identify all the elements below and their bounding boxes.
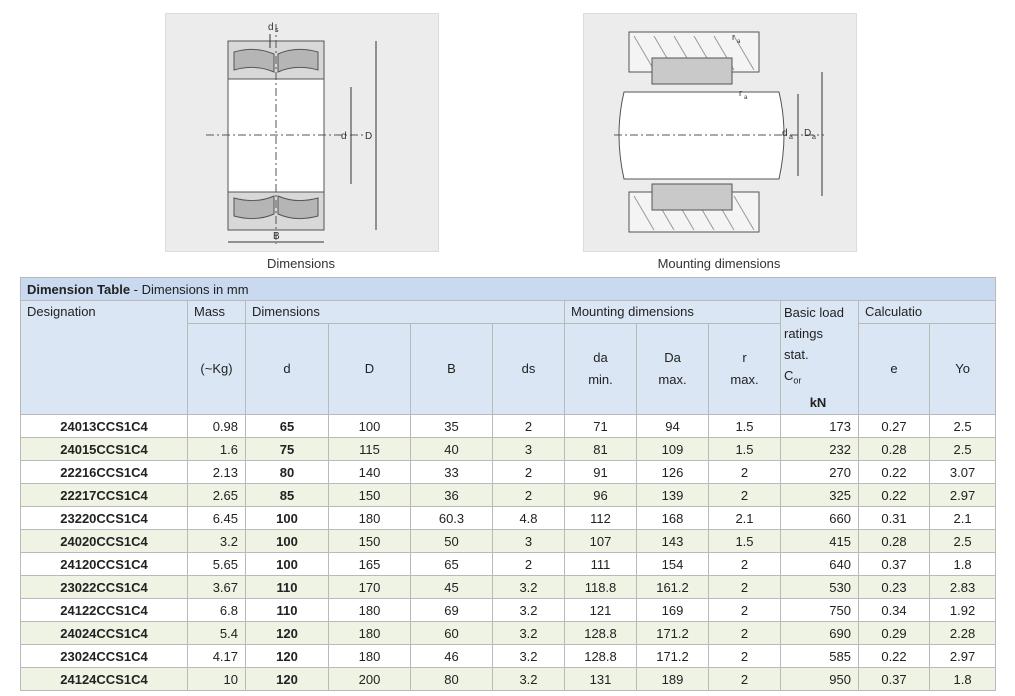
ra-subscript-top: a bbox=[737, 39, 741, 45]
cell-d: 100 bbox=[246, 530, 329, 553]
e-header: e bbox=[859, 324, 930, 415]
r-header-line-2: max. bbox=[730, 372, 759, 387]
cell-da-min: 111 bbox=[565, 553, 637, 576]
cell-e: 0.27 bbox=[859, 415, 930, 438]
cell-D: 180 bbox=[329, 507, 411, 530]
cell-da-min: 107 bbox=[565, 530, 637, 553]
cell-ds: 4.8 bbox=[493, 507, 565, 530]
calculation-header: Calculatio bbox=[859, 301, 996, 324]
cell-r-max: 2 bbox=[709, 484, 781, 507]
cell-da-min: 128.8 bbox=[565, 645, 637, 668]
cell-Yo: 1.8 bbox=[930, 553, 996, 576]
cell-ds: 2 bbox=[493, 415, 565, 438]
cell-designation: 23220CCS1C4 bbox=[21, 507, 188, 530]
table-row bbox=[21, 576, 996, 599]
cell-ds: 3 bbox=[493, 438, 565, 461]
basic-load-line-3: stat. bbox=[784, 347, 809, 362]
cell-mass: 2.13 bbox=[188, 461, 246, 484]
cell-designation: 22216CCS1C4 bbox=[21, 461, 188, 484]
mounting-dimensions-caption: Mounting dimensions bbox=[657, 256, 781, 271]
cell-Da-max: 139 bbox=[637, 484, 709, 507]
cell-e: 0.37 bbox=[859, 668, 930, 691]
cell-r-max: 2 bbox=[709, 461, 781, 484]
cell-d: 65 bbox=[246, 415, 329, 438]
cell-cor: 750 bbox=[781, 599, 859, 622]
ds-subscript: s bbox=[275, 27, 279, 34]
cell-d: 120 bbox=[246, 668, 329, 691]
B-header: B bbox=[411, 324, 493, 415]
cell-d: 100 bbox=[246, 553, 329, 576]
cell-ds: 3.2 bbox=[493, 599, 565, 622]
cell-mass: 3.2 bbox=[188, 530, 246, 553]
cell-D: 115 bbox=[329, 438, 411, 461]
cell-ds: 2 bbox=[493, 461, 565, 484]
table-row bbox=[21, 599, 996, 622]
cell-ds: 3.2 bbox=[493, 622, 565, 645]
cell-Da-max: 171.2 bbox=[637, 645, 709, 668]
table-row bbox=[21, 484, 996, 507]
cell-r-max: 2 bbox=[709, 599, 781, 622]
cell-Yo: 2.1 bbox=[930, 507, 996, 530]
cell-r-max: 2.1 bbox=[709, 507, 781, 530]
mass-header: Mass bbox=[188, 301, 246, 324]
basic-load-subscript: or bbox=[793, 375, 802, 386]
Da-header-line-1: Da bbox=[664, 350, 681, 365]
cell-Yo: 2.28 bbox=[930, 622, 996, 645]
cell-cor: 325 bbox=[781, 484, 859, 507]
cell-d: 120 bbox=[246, 622, 329, 645]
ds-label: d bbox=[268, 22, 274, 33]
cell-e: 0.22 bbox=[859, 484, 930, 507]
cell-Da-max: 169 bbox=[637, 599, 709, 622]
cell-D: 180 bbox=[329, 622, 411, 645]
cell-B: 60 bbox=[411, 622, 493, 645]
cell-Yo: 1.8 bbox=[930, 668, 996, 691]
cell-Da-max: 94 bbox=[637, 415, 709, 438]
table-body bbox=[21, 415, 996, 691]
dimensions-header: Dimensions bbox=[246, 301, 565, 324]
cell-ds: 3.2 bbox=[493, 668, 565, 691]
D-label: D bbox=[365, 131, 373, 142]
mounting-dimensions-figure bbox=[583, 13, 857, 252]
dimensions-caption: Dimensions bbox=[267, 256, 335, 271]
cell-e: 0.37 bbox=[859, 553, 930, 576]
cell-d: 75 bbox=[246, 438, 329, 461]
cell-d: 110 bbox=[246, 599, 329, 622]
cell-mass: 4.17 bbox=[188, 645, 246, 668]
cell-da-min: 112 bbox=[565, 507, 637, 530]
table-row bbox=[21, 461, 996, 484]
cell-designation: 24020CCS1C4 bbox=[21, 530, 188, 553]
cell-B: 40 bbox=[411, 438, 493, 461]
dimension-table bbox=[20, 277, 996, 691]
cell-Da-max: 143 bbox=[637, 530, 709, 553]
header-row-1 bbox=[21, 301, 996, 324]
cell-designation: 24015CCS1C4 bbox=[21, 438, 188, 461]
cell-e: 0.28 bbox=[859, 530, 930, 553]
cell-da-min: 128.8 bbox=[565, 622, 637, 645]
cell-designation: 24013CCS1C4 bbox=[21, 415, 188, 438]
cell-mass: 10 bbox=[188, 668, 246, 691]
cell-d: 100 bbox=[246, 507, 329, 530]
cell-B: 50 bbox=[411, 530, 493, 553]
cell-D: 150 bbox=[329, 484, 411, 507]
cell-e: 0.28 bbox=[859, 438, 930, 461]
ra-subscript-bottom: a bbox=[744, 95, 748, 101]
da-header-line-2: min. bbox=[588, 372, 613, 387]
cell-B: 69 bbox=[411, 599, 493, 622]
cell-cor: 173 bbox=[781, 415, 859, 438]
cell-da-min: 96 bbox=[565, 484, 637, 507]
cell-designation: 24122CCS1C4 bbox=[21, 599, 188, 622]
cell-mass: 5.4 bbox=[188, 622, 246, 645]
ra-label-top: r bbox=[732, 32, 735, 42]
basic-load-line-1: Basic load bbox=[784, 305, 844, 320]
table-title-row bbox=[21, 278, 996, 301]
mass-unit-header: (~Kg) bbox=[188, 324, 246, 415]
cell-d: 85 bbox=[246, 484, 329, 507]
cell-Da-max: 109 bbox=[637, 438, 709, 461]
cell-da-min: 91 bbox=[565, 461, 637, 484]
cell-e: 0.23 bbox=[859, 576, 930, 599]
Da-header-line-2: max. bbox=[658, 372, 687, 387]
cell-Yo: 3.07 bbox=[930, 461, 996, 484]
table-row bbox=[21, 668, 996, 691]
cell-ds: 3.2 bbox=[493, 576, 565, 599]
cell-D: 165 bbox=[329, 553, 411, 576]
table-row bbox=[21, 645, 996, 668]
table-row bbox=[21, 415, 996, 438]
Yo-header: Yo bbox=[930, 324, 996, 415]
cell-Yo: 2.5 bbox=[930, 415, 996, 438]
da-subscript: a bbox=[789, 134, 793, 141]
Da-subscript: a bbox=[812, 134, 816, 141]
table-row bbox=[21, 622, 996, 645]
cell-mass: 0.98 bbox=[188, 415, 246, 438]
cell-d: 120 bbox=[246, 645, 329, 668]
cell-r-max: 1.5 bbox=[709, 530, 781, 553]
table-row bbox=[21, 553, 996, 576]
cell-Da-max: 154 bbox=[637, 553, 709, 576]
cell-D: 100 bbox=[329, 415, 411, 438]
cell-e: 0.29 bbox=[859, 622, 930, 645]
d-label: d bbox=[341, 131, 347, 142]
cell-Da-max: 171.2 bbox=[637, 622, 709, 645]
cell-designation: 24120CCS1C4 bbox=[21, 553, 188, 576]
cell-da-min: 118.8 bbox=[565, 576, 637, 599]
cell-e: 0.22 bbox=[859, 461, 930, 484]
cell-Yo: 2.97 bbox=[930, 645, 996, 668]
cell-da-min: 131 bbox=[565, 668, 637, 691]
cell-Yo: 2.5 bbox=[930, 530, 996, 553]
D-header: D bbox=[329, 324, 411, 415]
cell-B: 65 bbox=[411, 553, 493, 576]
cell-designation: 24024CCS1C4 bbox=[21, 622, 188, 645]
ds-header: ds bbox=[493, 324, 565, 415]
cell-Da-max: 189 bbox=[637, 668, 709, 691]
cell-da-min: 71 bbox=[565, 415, 637, 438]
cell-r-max: 1.5 bbox=[709, 438, 781, 461]
cell-d: 80 bbox=[246, 461, 329, 484]
cell-ds: 2 bbox=[493, 553, 565, 576]
cell-B: 36 bbox=[411, 484, 493, 507]
d-header: d bbox=[246, 324, 329, 415]
cell-cor: 415 bbox=[781, 530, 859, 553]
cell-Da-max: 161.2 bbox=[637, 576, 709, 599]
cell-B: 46 bbox=[411, 645, 493, 668]
table-row bbox=[21, 507, 996, 530]
cell-cor: 950 bbox=[781, 668, 859, 691]
cell-d: 110 bbox=[246, 576, 329, 599]
cell-B: 80 bbox=[411, 668, 493, 691]
Da-header bbox=[637, 324, 709, 415]
dimensions-figure bbox=[165, 13, 439, 252]
cell-mass: 2.65 bbox=[188, 484, 246, 507]
cell-Yo: 1.92 bbox=[930, 599, 996, 622]
cell-mass: 6.8 bbox=[188, 599, 246, 622]
cell-r-max: 2 bbox=[709, 553, 781, 576]
cell-B: 33 bbox=[411, 461, 493, 484]
bearing-dimensions-drawing bbox=[166, 14, 438, 251]
mounting-dimensions-drawing bbox=[584, 14, 856, 251]
basic-load-header bbox=[781, 301, 859, 415]
cell-D: 200 bbox=[329, 668, 411, 691]
table-row bbox=[21, 530, 996, 553]
cell-mass: 1.6 bbox=[188, 438, 246, 461]
cell-designation: 23022CCS1C4 bbox=[21, 576, 188, 599]
cell-cor: 660 bbox=[781, 507, 859, 530]
cell-cor: 640 bbox=[781, 553, 859, 576]
cell-designation: 23024CCS1C4 bbox=[21, 645, 188, 668]
cell-cor: 270 bbox=[781, 461, 859, 484]
cell-e: 0.31 bbox=[859, 507, 930, 530]
cell-ds: 3.2 bbox=[493, 645, 565, 668]
cell-e: 0.22 bbox=[859, 645, 930, 668]
cell-mass: 6.45 bbox=[188, 507, 246, 530]
cell-r-max: 2 bbox=[709, 622, 781, 645]
table-title-bold: Dimension Table bbox=[27, 281, 131, 297]
cell-Da-max: 126 bbox=[637, 461, 709, 484]
cell-cor: 530 bbox=[781, 576, 859, 599]
cell-B: 45 bbox=[411, 576, 493, 599]
cell-Da-max: 168 bbox=[637, 507, 709, 530]
cell-B: 35 bbox=[411, 415, 493, 438]
cell-r-max: 2 bbox=[709, 668, 781, 691]
basic-load-line-2: ratings bbox=[784, 326, 824, 341]
cell-da-min: 121 bbox=[565, 599, 637, 622]
cell-mass: 3.67 bbox=[188, 576, 246, 599]
cell-cor: 585 bbox=[781, 645, 859, 668]
Da-label: D bbox=[804, 128, 812, 139]
cell-D: 150 bbox=[329, 530, 411, 553]
cell-r-max: 1.5 bbox=[709, 415, 781, 438]
B-label: B bbox=[273, 231, 280, 242]
mounting-header: Mounting dimensions bbox=[565, 301, 781, 324]
da-header bbox=[565, 324, 637, 415]
cell-Yo: 2.5 bbox=[930, 438, 996, 461]
r-header bbox=[709, 324, 781, 415]
ra-label-bottom: r bbox=[739, 88, 742, 98]
cell-D: 180 bbox=[329, 599, 411, 622]
cell-e: 0.34 bbox=[859, 599, 930, 622]
cell-D: 170 bbox=[329, 576, 411, 599]
table-title bbox=[21, 278, 996, 301]
cell-Yo: 2.83 bbox=[930, 576, 996, 599]
cell-r-max: 2 bbox=[709, 576, 781, 599]
cell-mass: 5.65 bbox=[188, 553, 246, 576]
cell-D: 180 bbox=[329, 645, 411, 668]
basic-load-line-4: C bbox=[784, 368, 794, 383]
cell-designation: 22217CCS1C4 bbox=[21, 484, 188, 507]
da-label: d bbox=[782, 128, 788, 139]
cell-B: 60.3 bbox=[411, 507, 493, 530]
da-header-line-1: da bbox=[593, 350, 608, 365]
cell-D: 140 bbox=[329, 461, 411, 484]
cell-cor: 690 bbox=[781, 622, 859, 645]
cell-da-min: 81 bbox=[565, 438, 637, 461]
r-header-line-1: r bbox=[742, 350, 747, 365]
basic-load-unit: kN bbox=[809, 394, 827, 410]
cell-cor: 232 bbox=[781, 438, 859, 461]
table-row bbox=[21, 438, 996, 461]
designation-header: Designation bbox=[21, 301, 188, 415]
cell-r-max: 2 bbox=[709, 645, 781, 668]
cell-ds: 3 bbox=[493, 530, 565, 553]
cell-designation: 24124CCS1C4 bbox=[21, 668, 188, 691]
table-title-rest: - Dimensions in mm bbox=[130, 281, 249, 297]
cell-ds: 2 bbox=[493, 484, 565, 507]
cell-Yo: 2.97 bbox=[930, 484, 996, 507]
